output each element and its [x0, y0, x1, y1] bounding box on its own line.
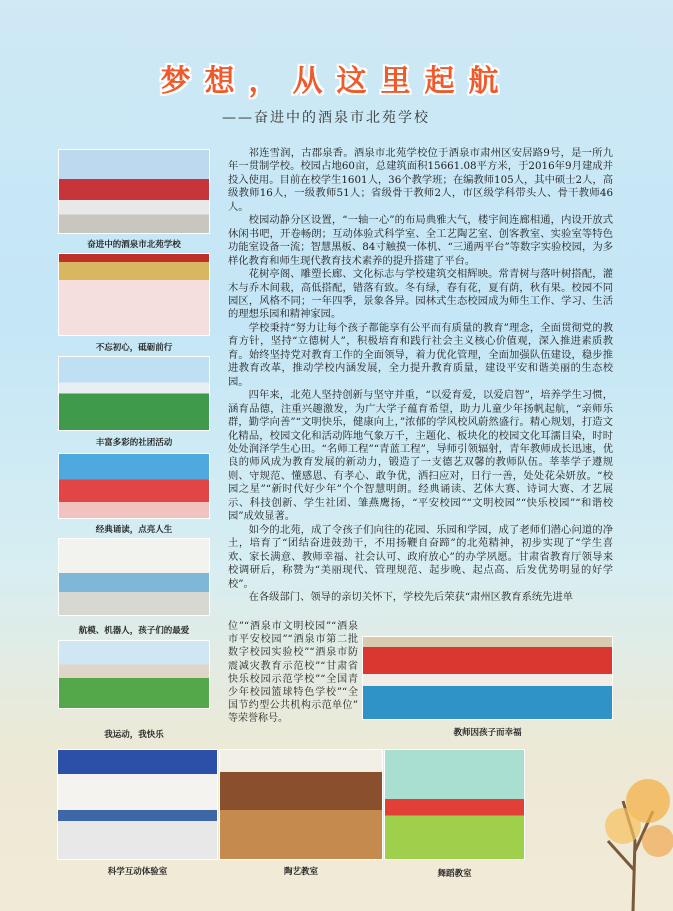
photo-honors [58, 253, 210, 336]
caption-science: 科学互动体验室 [107, 867, 168, 877]
caption-honors: 不忘初心，砥砺前行 [95, 343, 173, 353]
autumn-tree-decoration [563, 731, 673, 911]
photo-robots [58, 538, 210, 616]
paragraph: 学校秉持“努力让每个孩子都能享有公平而有质量的教育”理念，全面贯彻党的教育方针，坚持“立德树人”，积极培育和践行社会主义核心价值观，深入推进素质教育。始终坚持党对教育工作的全面领导，着力优化管理，全面加强队伍建设，稳步推进教育改革，推动学校内涵发展，全力提升教育质量，建设平安和谐美丽的生态校园。 [228, 321, 613, 388]
article-body [228, 147, 613, 604]
paragraph: 在各级部门、领导的亲切关怀下，学校先后荣获“肃州区教育系统先进单 [248, 590, 574, 603]
photo-clubs [58, 356, 210, 431]
photo-dance [384, 749, 525, 860]
paragraph: 如今的北苑，成了令孩子们向往的花园、乐园和学园，成了老师们潜心问道的净土，培育了“团结奋进鼓劲干，不用扬鞭自奋蹄”的北苑精神，初步实现了“学生喜欢、家长满意、教师幸福、社会认可、政府放心”的办学夙愿。甘肃省教育厅领导来校调研后，称赞为“美丽现代、管理规范、起步晚、起点高、后发优势明显的好学校”。 [228, 523, 613, 590]
honors-list-text: 位”“酒泉市文明校园”“酒泉市平安校园”“酒泉市第二批数字校园实验校”“酒泉市防震减灾教育示范校”“甘肃省快乐校园示范学校”“全国青少年校园篮球特色学校”“全国节约型公共机构示范单位”等荣誉称号。 [228, 621, 358, 725]
photo-science [57, 749, 218, 860]
caption-teachers: 教师因孩子而幸福 [453, 728, 522, 738]
caption-dance: 舞蹈教室 [437, 869, 472, 879]
page-subtitle: ——奋进中的酒泉市北苑学校 [222, 110, 430, 126]
paragraph: 祁连雪润，古郡泉香。酒泉市北苑学校位于酒泉市肃州区安居路9号，是一所九年一贯制学校。校园占地60亩，总建筑面积15661.08平方米，于2016年9月建成并投入使用。目前在校学生1601人，36个教学班；在编教师105人，其中硕士2人，高级教师16人，一级教师51人；省级骨干教师2人，市区级学科带头人、骨干教师46人。 [228, 147, 613, 213]
photo-sports [58, 640, 210, 709]
caption-pottery: 陶艺教室 [283, 867, 318, 877]
caption-robots: 航模、机器人，孩子们的最爱 [78, 626, 190, 636]
paragraph: 四年来，北苑人坚持创新与坚守并重，“以爱育爱，以爱启智”，培养学生习惯，涵育品德，注重兴趣激发，为广大学子蕴育希望，助力儿童少年扬帆起航，“亲师乐群，勤学向善”“文明快乐，健康向上，”浓郁的学风校风蔚然盛行。精心规划，打造文化精品，校园文化和活动阵地气象万千，主题化、板块化的校园文化耳濡目染，时时处处润泽学生心田。“名师工程”“青蓝工程”，导师引领辐射，青年教师成长迅速，优良的师风成为教育发展的新动力，锻造了一支德艺双馨的教师队伍。莘莘学子遵规则、守规范、懂感恩、有孝心、敢争优，洒扫应对，日行一善，处处花朵妍放。“校园之星”“新时代好少年”个个智慧明朗。经典诵读、艺体大赛、诗词大赛、才艺展示、科技创新、学生社团、雏燕鹰扬，“平安校园”“文明校园”“快乐校园”“和谐校园”成效显著。 [228, 389, 613, 523]
caption-campus: 奋进中的酒泉市北苑学校 [87, 240, 181, 250]
caption-clubs: 丰富多彩的社团活动 [95, 438, 173, 448]
photo-reading [58, 453, 210, 519]
caption-reading: 经典诵读，点亮人生 [95, 525, 173, 535]
page-title: 梦想，从这里起航 [160, 64, 513, 99]
photo-pottery [219, 749, 383, 860]
paragraph: 校园动静分区设置，“一轴一心”的布局典雅大气，楼宇间连廊相通，内设开放式休闲书吧，开卷畅朗；互动体验式科学室、全工艺陶艺室、创客教室、实验室等特色功能室设备一流；智慧黑板、84寸触摸一体机、“三通两平台”等数字实验校园，为多样化教育和师生现代教育技术素养的提升搭建了平台。 [228, 214, 613, 267]
photo-teachers [362, 636, 613, 720]
photo-campus [58, 149, 210, 234]
caption-sports: 我运动，我快乐 [104, 730, 164, 740]
paragraph: 花树亭阁、雕塑长廊、文化标志与学校建筑交相辉映。常青树与落叶树搭配，灌木与乔木间栽，高低搭配，错落有致。冬有绿，春有花，夏有荫，秋有果。校园不同园区，风格不同；一年四季，景象各异。园林式生态校园成为师生工作、学习、生活的理想乐园和精神家园。 [228, 268, 613, 321]
